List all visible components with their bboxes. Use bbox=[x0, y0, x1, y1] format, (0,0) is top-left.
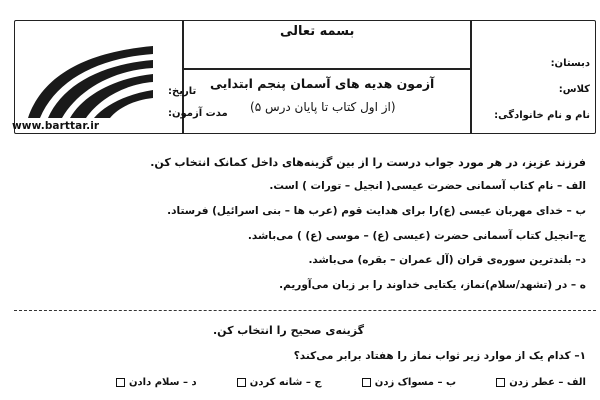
site-url-text: www.barttar.ir bbox=[12, 120, 100, 132]
option-d-label: د – سلام دادن bbox=[129, 376, 197, 388]
header-divider-horizontal bbox=[183, 68, 470, 70]
option-c-label: ج – شانه کردن bbox=[249, 376, 322, 388]
logo-swoosh-icon bbox=[18, 34, 158, 120]
school-field-label: دبستان: bbox=[550, 58, 590, 69]
section1-item-e: ه – در (تشهد/سلام)نماز، یکتایی خداوند را بر زبان می‌آوریم. bbox=[279, 279, 586, 291]
option-d[interactable] bbox=[116, 373, 197, 391]
option-b[interactable] bbox=[362, 373, 456, 391]
section1-instruction: فرزند عزیز، در هر مورد جواب درست را از بین گزینه‌های داخل کمانک انتخاب کن. bbox=[150, 156, 586, 169]
date-field-label: تاریخ: bbox=[168, 86, 197, 97]
exam-title: آزمون هدیه های آسمان پنجم ابتدایی bbox=[210, 76, 435, 91]
section2-instruction: گزینه‌ی صحیح را انتخاب کن. bbox=[213, 324, 364, 337]
section-separator bbox=[14, 310, 596, 311]
section1-item-b: ب – خدای مهربان عیسی (ع)را برای هدایت قوم (عرب ها – بنی اسرائیل) فرستاد. bbox=[167, 205, 586, 217]
option-c[interactable] bbox=[237, 373, 322, 391]
section1-item-c: ج–انجیل کتاب آسمانی حضرت (عیسی (ع) – موسی (ع) ) می‌باشد. bbox=[247, 230, 586, 242]
basmala-title: بسمه تعالی bbox=[280, 24, 355, 39]
exam-range: (از اول کتاب تا پایان درس ۵) bbox=[250, 100, 396, 114]
question-1-options bbox=[116, 373, 586, 391]
question-1-text: ۱– کدام یک از موارد زیر ثواب نماز را هفتاد برابر می‌کند؟ bbox=[293, 350, 586, 362]
section1-item-a: الف – نام کتاب آسمانی حضرت عیسی( انجیل – تورات ) است. bbox=[269, 180, 586, 192]
class-field-label: کلاس: bbox=[558, 84, 590, 95]
option-a-checkbox[interactable] bbox=[496, 378, 505, 387]
option-d-checkbox[interactable] bbox=[116, 378, 125, 387]
student-name-field-label: نام و نام خانوادگی: bbox=[494, 110, 590, 121]
option-a-label: الف – عطر زدن bbox=[509, 376, 586, 388]
option-c-checkbox[interactable] bbox=[237, 378, 246, 387]
barttar-logo bbox=[18, 34, 158, 126]
option-b-label: ب – مسواک زدن bbox=[374, 376, 457, 388]
option-a[interactable] bbox=[496, 373, 586, 391]
duration-field-label: مدت آزمون: bbox=[168, 108, 228, 119]
section1-item-d: د– بلندترین سوره‌ی قران (آل عمران – بقره) می‌باشد. bbox=[308, 254, 586, 266]
option-b-checkbox[interactable] bbox=[362, 378, 371, 387]
header-divider-right bbox=[470, 20, 472, 134]
